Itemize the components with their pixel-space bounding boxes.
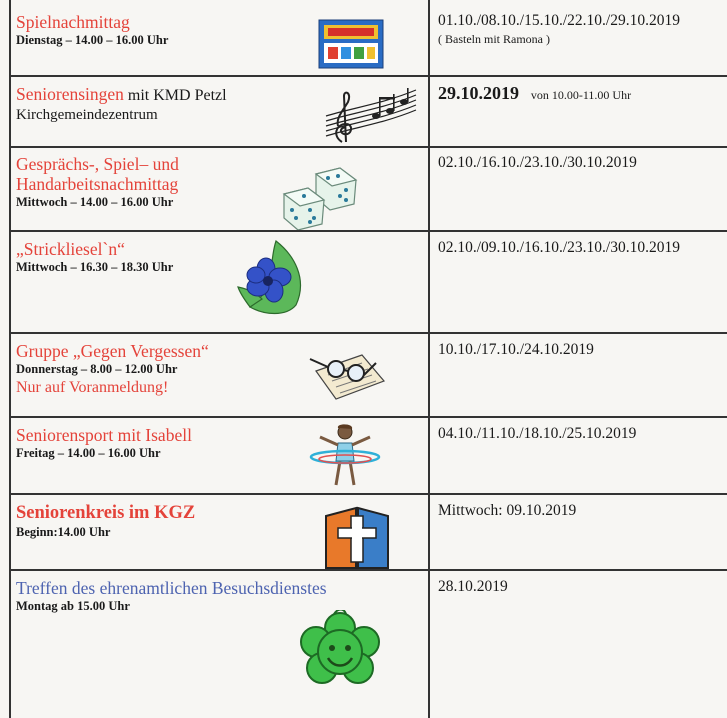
smiley-flower-icon (294, 610, 386, 690)
row-divider (9, 75, 727, 77)
event-title-line2: Handarbeitsnachmittag (16, 174, 179, 194)
event-title: „Strickliesel`n“ (16, 239, 125, 259)
dice-icon (280, 164, 358, 230)
row-divider (9, 146, 727, 148)
event-title: Gruppe „Gegen Vergessen“ (16, 341, 209, 361)
table-divider (428, 0, 430, 718)
event-time: Beginn:14.00 Uhr (16, 525, 111, 539)
event-dates: 02.10./16.10./23.10./30.10.2019 (438, 154, 637, 171)
table-border-left (9, 0, 11, 718)
game-box-icon (318, 19, 384, 69)
event-dates: 28.10.2019 (438, 578, 508, 595)
event-title: Seniorensport mit Isabell (16, 425, 192, 445)
event-title-line1: Gesprächs-, Spiel– und (16, 154, 179, 174)
event-title-rest: mit KMD Petzl (123, 87, 227, 104)
glasses-paper-icon (306, 349, 386, 401)
event-time: von 10.00-11.00 Uhr (530, 88, 632, 102)
row-divider (9, 230, 727, 232)
event-dates: 10.10./17.10./24.10.2019 (438, 341, 594, 358)
row-divider (9, 332, 727, 334)
event-time: Freitag – 14.00 – 16.00 Uhr (16, 446, 161, 460)
flower-icon (236, 239, 310, 319)
event-time: Donnerstag – 8.00 – 12.00 Uhr (16, 362, 178, 376)
event-time: Mittwoch – 16.30 – 18.30 Uhr (16, 260, 174, 274)
event-time: Montag ab 15.00 Uhr (16, 599, 130, 613)
row-divider (9, 416, 727, 418)
event-title: Treffen des ehrenamtlichen Besuchsdienstes (16, 578, 327, 598)
row-divider (9, 493, 727, 495)
event-time: Dienstag – 14.00 – 16.00 Uhr (16, 33, 169, 47)
event-dates: 04.10./11.10./18.10./25.10.2019 (438, 425, 637, 442)
event-title: Seniorensingen (16, 84, 124, 104)
event-location: Kirchgemeindezentrum (16, 107, 158, 123)
event-time: Mittwoch – 14.00 – 16.00 Uhr (16, 195, 174, 209)
event-title: Seniorenkreis im KGZ (16, 503, 196, 523)
event-dates: 02.10./09.10./16.10./23.10./30.10.2019 (438, 239, 680, 256)
event-date: 29.10.2019 (438, 83, 519, 103)
church-cross-icon (322, 506, 392, 570)
event-title: Spielnachmittag (16, 12, 130, 32)
event-dates-note: ( Basteln mit Ramona ) (438, 32, 550, 46)
event-dates: 01.10./08.10./15.10./22.10./29.10.2019 (438, 12, 680, 29)
event-dates: Mittwoch: 09.10.2019 (438, 502, 577, 519)
event-note: Nur auf Voranmeldung! (16, 379, 169, 396)
hula-hoop-icon (308, 423, 382, 489)
music-notes-icon (322, 86, 418, 144)
